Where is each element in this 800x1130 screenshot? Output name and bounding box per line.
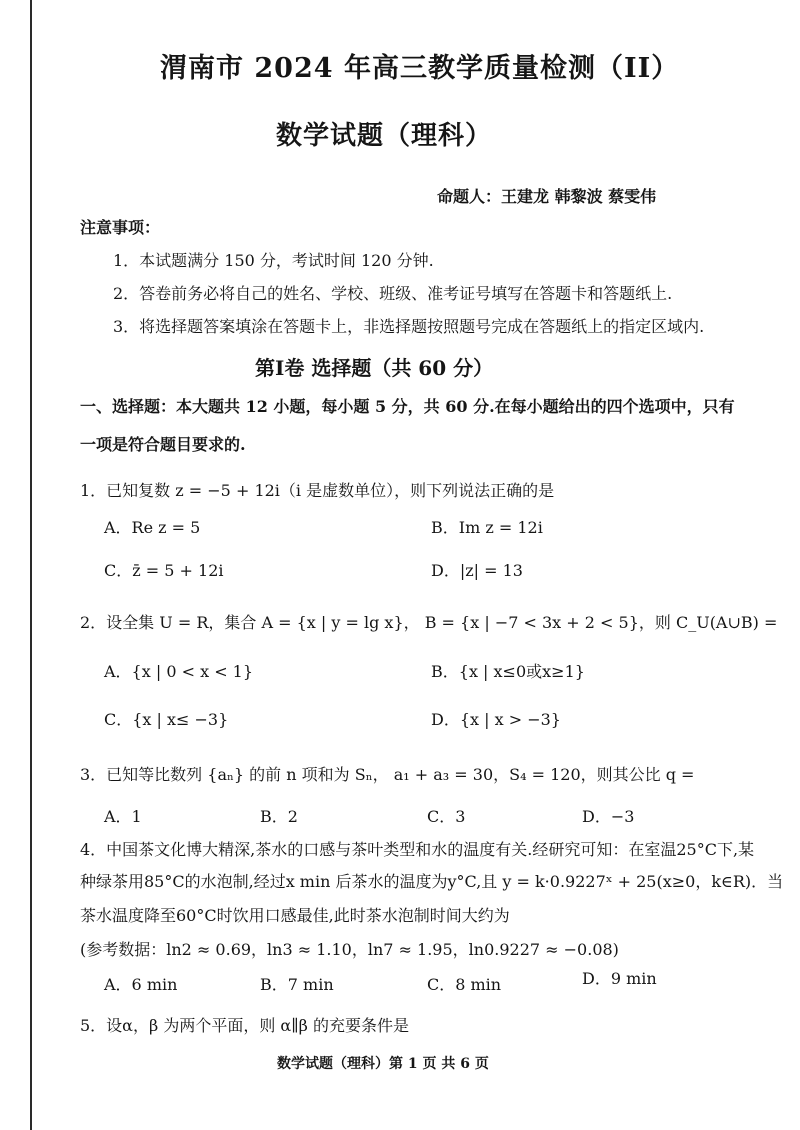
section-intro: 一、选择题：本大题共 12 小题，每小题 5 分，共 60 分.在每小题给出的四个选项中，只有 (80, 397, 735, 416)
authors-line: 命题人：王建龙 韩黎波 蔡雯伟 (437, 187, 657, 206)
question-3-stem: 3．已知等比数列 {aₙ} 的前 n 项和为 Sₙ， a₁ + a₃ = 30，S₄ = 120，则其公比 q = (80, 765, 695, 784)
page-footer: 数学试题（理科）第 1 页 共 6 页 (277, 1056, 489, 1072)
notice-item: 1．本试题满分 150 分，考试时间 120 分钟. (113, 251, 434, 270)
page-subtitle: 数学试题（理科） (276, 121, 493, 151)
question-4-stem-line: 茶水温度降至60°C时饮用口感最佳,此时茶水泡制时间大约为 (80, 906, 510, 925)
question-5-stem: 5．设α，β 为两个平面，则 α∥β 的充要条件是 (80, 1016, 409, 1035)
question-4-option-b: B．7 min (260, 975, 334, 994)
question-4-option-d: D．9 min (582, 969, 657, 988)
notice-item: 3．将选择题答案填涂在答题卡上，非选择题按照题号完成在答题纸上的指定区域内. (113, 317, 705, 336)
question-3-option-d: D．−3 (582, 807, 635, 826)
question-4-option-a: A．6 min (104, 975, 178, 994)
question-2-option-b: B．{x | x≤0或x≥1} (431, 662, 585, 681)
question-2-option-a: A．{x | 0 < x < 1} (104, 662, 254, 681)
question-4-stem-line: 4．中国茶文化博大精深,茶水的口感与茶叶类型和水的温度有关.经研究可知：在室温25°C下,某 (80, 840, 755, 859)
notice-heading: 注意事项： (80, 218, 161, 237)
question-4-reference-data: (参考数据：ln2 ≈ 0.69，ln3 ≈ 1.10，ln7 ≈ 1.95，ln0.9227 ≈ −0.08) (80, 940, 619, 959)
question-1-stem: 1．已知复数 z = −5 + 12i（i 是虚数单位），则下列说法正确的是 (80, 481, 555, 500)
question-2-option-d: D．{x | x > −3} (431, 710, 561, 729)
question-1-option-d: D．|z| = 13 (431, 561, 523, 580)
question-3-option-c: C．3 (427, 807, 466, 826)
question-4-stem-line: 种绿茶用85°C的水泡制,经过x min 后茶水的温度为y°C,且 y = k·0.9227ˣ + 25(x≥0，k∈R)．当 (80, 872, 784, 891)
page-left-edge (30, 0, 32, 1130)
section-heading: 第Ⅰ卷 选择题（共 60 分） (255, 356, 494, 380)
question-1-option-a: A．Re z = 5 (104, 518, 201, 537)
section-intro: 一项是符合题目要求的. (80, 435, 246, 454)
question-1-option-b: B．Im z = 12i (431, 518, 543, 537)
question-2-option-c: C．{x | x≤ −3} (104, 710, 229, 729)
question-3-option-a: A．1 (104, 807, 142, 826)
notice-item: 2．答卷前务必将自己的姓名、学校、班级、准考证号填写在答题卡和答题纸上. (113, 284, 673, 303)
question-3-option-b: B．2 (260, 807, 298, 826)
question-4-option-c: C．8 min (427, 975, 502, 994)
page-title: 渭南市 2024 年高三教学质量检测（II） (160, 53, 680, 84)
question-1-option-c: C．z̄ = 5 + 12i (104, 561, 224, 580)
question-2-stem: 2．设全集 U = R，集合 A = {x | y = lg x}， B = {x | −7 < 3x + 2 < 5}，则 C_U(A∪B) = (80, 613, 778, 632)
